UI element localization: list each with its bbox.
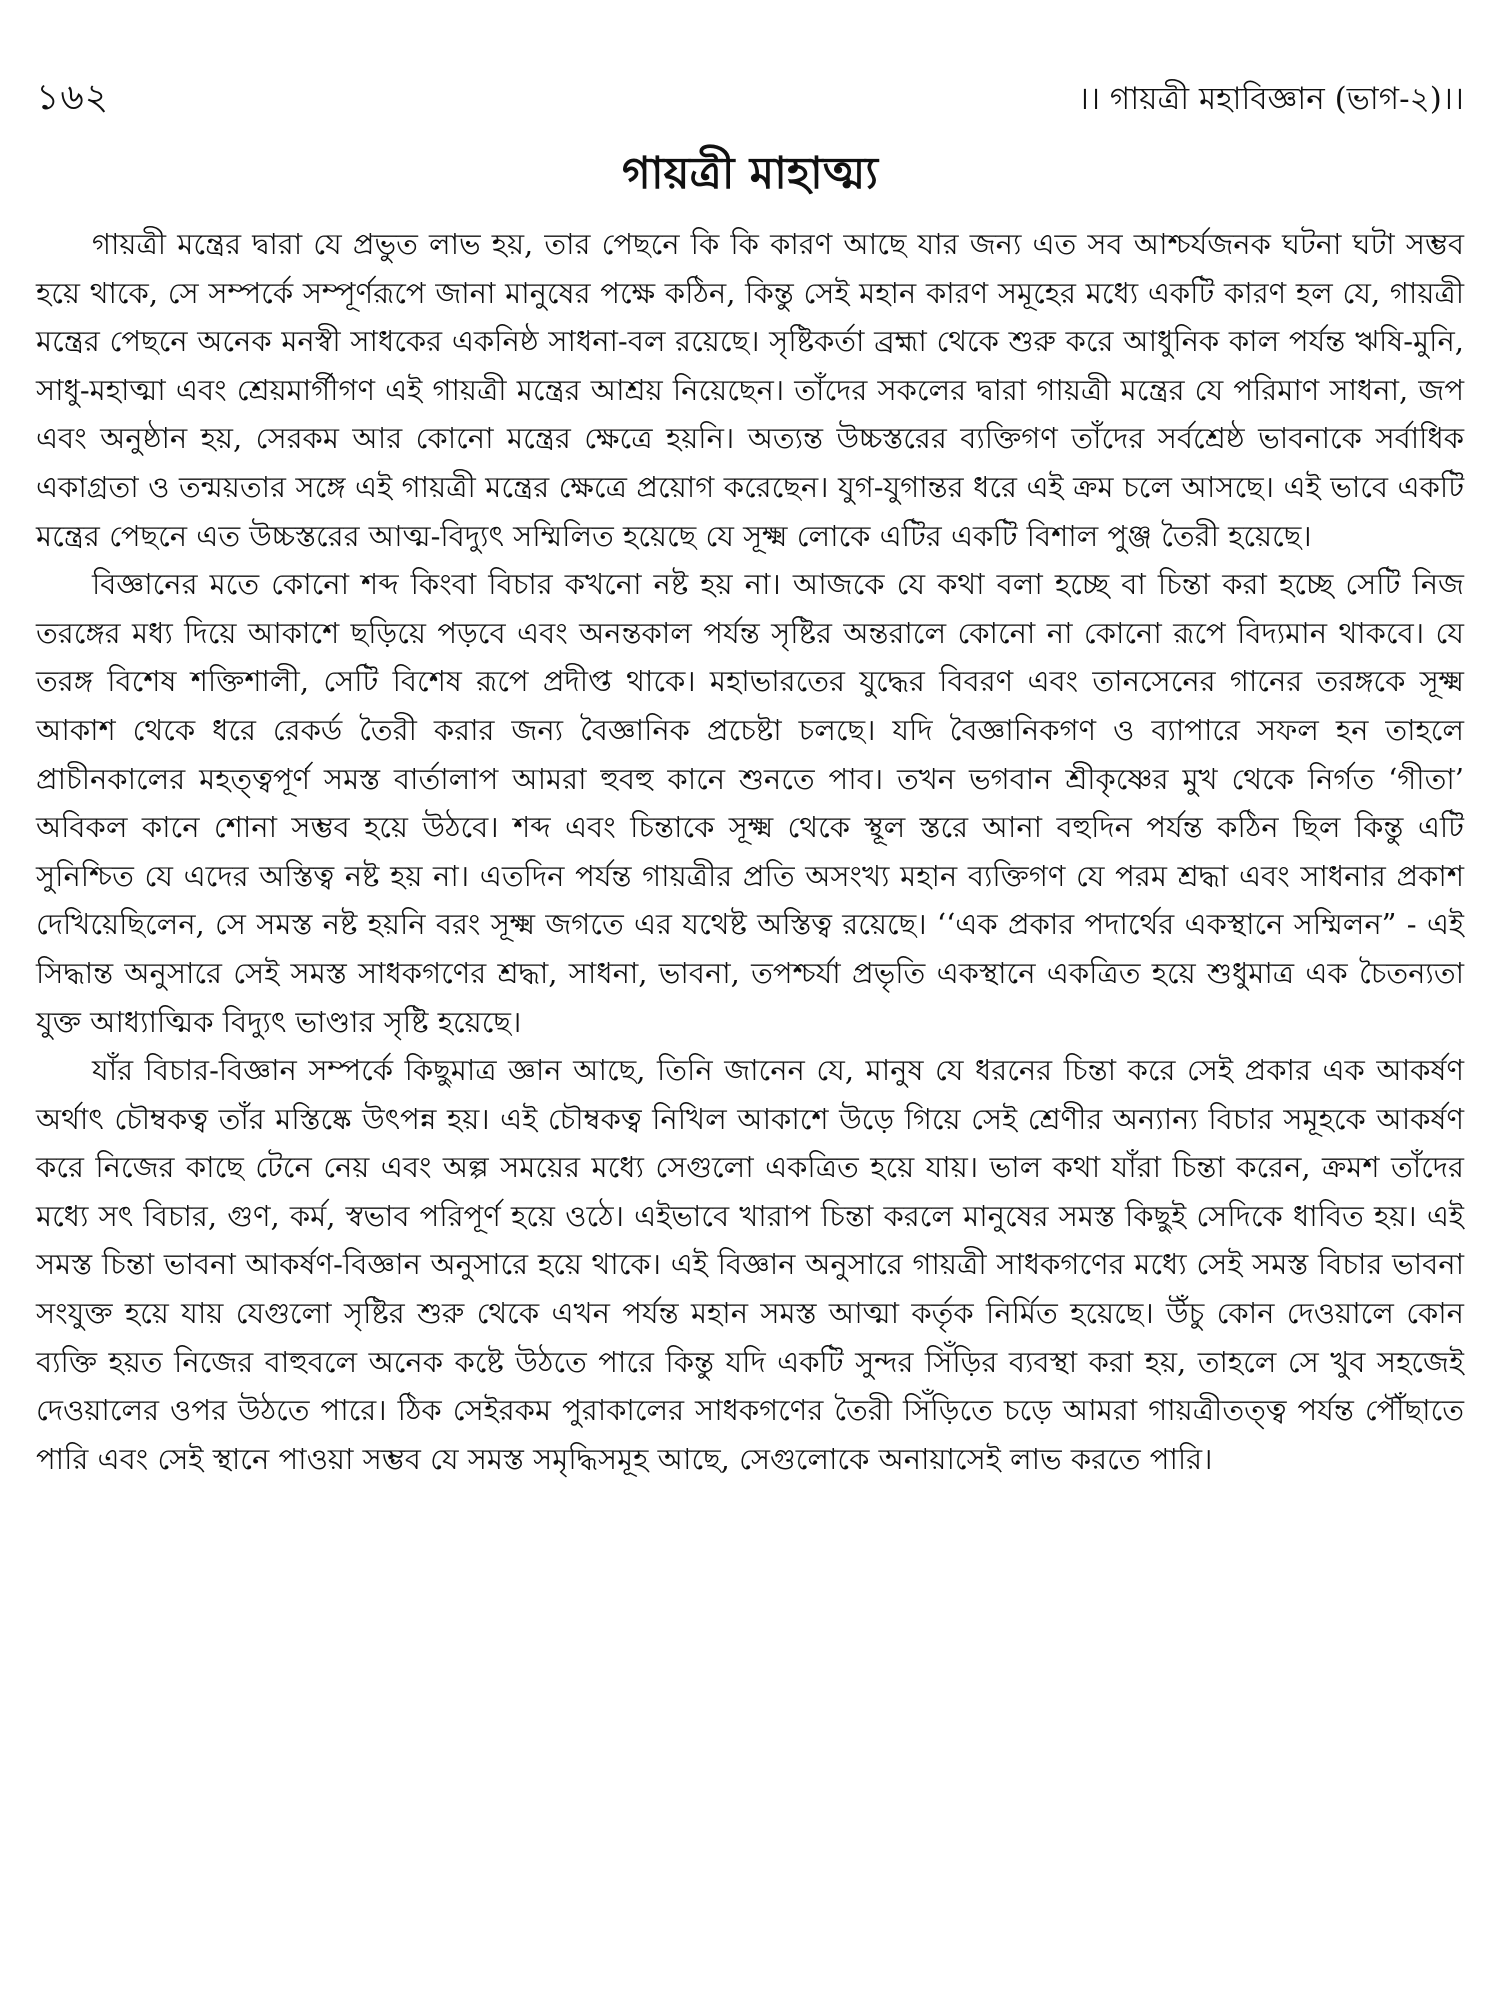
chapter-title: গায়ত্রী মাহাত্ম্য (622, 148, 878, 199)
page-number: ১৬২ (36, 77, 110, 118)
paragraph: গায়ত্রী মন্ত্রের দ্বারা যে প্রভুত লাভ হয়, তার পেছনে কি কি কারণ আছে যার জন্য এত সব আশ্চর্যজনক ঘটনা ঘটা সম্ভব হয়ে থাকে, সে সম্পর্কে সম্পূর্ণরূপে জানা মানুষের পক্ষে কঠিন, কিন্তু সেই মহান কারণ সমূহের মধ্যে একটি কারণ হল যে, গায়ত্রী মন্ত্রের পেছনে অনেক মনস্বী সাধকের একনিষ্ঠ সাধনা-বল রয়েছে। সৃষ্টিকর্তা ব্রহ্মা থেকে শুরু করে আধুনিক কাল পর্যন্ত ঋষি-মুনি, সাধু-মহাত্মা এবং শ্রেয়মার্গীগণ এই গায়ত্রী মন্ত্রের আশ্রয় নিয়েছেন। তাঁদের সকলের দ্বারা গায়ত্রী মন্ত্রের যে পরিমাণ সাধনা, জপ এবং অনুষ্ঠান হয়, সেরকম আর কোনো মন্ত্রের ক্ষেত্রে হয়নি। অত্যন্ত উচ্চস্তরের ব্যক্তিগণ তাঁদের সর্বশ্রেষ্ঠ ভাবনাকে সর্বাধিক একাগ্রতা ও তন্ময়তার সঙ্গে এই গায়ত্রী মন্ত্রের ক্ষেত্রে প্রয়োগ করেছেন। যুগ-যুগান্তর ধরে এই ক্রম চলে আসছে। এই ভাবে একটি মন্ত্রের পেছনে এত উচ্চস্তরের আত্ম-বিদ্যুৎ সম্মিলিত হয়েছে যে সূক্ষ্ম লোকে এটির একটি বিশাল পুঞ্জ তৈরী হয়েছে। (36, 227, 1464, 553)
page-header (36, 70, 1464, 126)
body-text (36, 220, 1464, 1483)
paragraph: বিজ্ঞানের মতে কোনো শব্দ কিংবা বিচার কখনো নষ্ট হয় না। আজকে যে কথা বলা হচ্ছে বা চিন্তা করা হচ্ছে সেটি নিজ তরঙ্গের মধ্য দিয়ে আকাশে ছড়িয়ে পড়বে এবং অনন্তকাল পর্যন্ত সৃষ্টির অন্তরালে কোনো না কোনো রূপে বিদ্যমান থাকবে। যে তরঙ্গ বিশেষ শক্তিশালী, সেটি বিশেষ রূপে প্রদীপ্ত থাকে। মহাভারতের যুদ্ধের বিবরণ এবং তানসেনের গানের তরঙ্গকে সূক্ষ্ম আকাশ থেকে ধরে রেকর্ড তৈরী করার জন্য বৈজ্ঞানিক প্রচেষ্টা চলছে। যদি বৈজ্ঞানিকগণ ও ব্যাপারে সফল হন তাহলে প্রাচীনকালের মহত্ত্বপূর্ণ সমস্ত বার্তালাপ আমরা হুবহু কানে শুনতে পাব। তখন ভগবান শ্রীকৃষ্ণের মুখ থেকে নির্গত ‘গীতা’ অবিকল কানে শোনা সম্ভব হয়ে উঠবে। শব্দ এবং চিন্তাকে সূক্ষ্ম থেকে স্থূল স্তরে আনা বহুদিন পর্যন্ত কঠিন ছিল কিন্তু এটি সুনিশ্চিত যে এদের অস্তিত্ব নষ্ট হয় না। এতদিন পর্যন্ত গায়ত্রীর প্রতি অসংখ্য মহান ব্যক্তিগণ যে পরম শ্রদ্ধা এবং সাধনার প্রকাশ দেখিয়েছিলেন, সে সমস্ত নষ্ট হয়নি বরং সূক্ষ্ম জগতে এর যথেষ্ট অস্তিত্ব রয়েছে। ‘‘এক প্রকার পদার্থের একস্থানে সম্মিলন” - এই সিদ্ধান্ত অনুসারে সেই সমস্ত সাধকগণের শ্রদ্ধা, সাধনা, ভাবনা, তপশ্চর্যা প্রভৃতি একস্থানে একত্রিত হয়ে শুধুমাত্র এক চৈতন্যতা যুক্ত আধ্যাত্মিক বিদ্যুৎ ভাণ্ডার সৃষ্টি হয়েছে। (36, 567, 1464, 1039)
running-head: ।। গায়ত্রী মহাবিজ্ঞান (ভাগ-২)।। (1077, 81, 1464, 117)
paragraph: যাঁর বিচার-বিজ্ঞান সম্পর্কে কিছুমাত্র জ্ঞান আছে, তিনি জানেন যে, মানুষ যে ধরনের চিন্তা করে সেই প্রকার এক আকর্ষণ অর্থাৎ চৌম্বকত্ব তাঁর মস্তিষ্কে উৎপন্ন হয়। এই চৌম্বকত্ব নিখিল আকাশে উড়ে গিয়ে সেই শ্রেণীর অন্যান্য বিচার সমূহকে আকর্ষণ করে নিজের কাছে টেনে নেয় এবং অল্প সময়ের মধ্যে সেগুলো একত্রিত হয়ে যায়। ভাল কথা যাঁরা চিন্তা করেন, ক্রমশ তাঁদের মধ্যে সৎ বিচার, গুণ, কর্ম, স্বভাব পরিপূর্ণ হয়ে ওঠে। এইভাবে খারাপ চিন্তা করলে মানুষের সমস্ত কিছুই সেদিকে ধাবিত হয়। এই সমস্ত চিন্তা ভাবনা আকর্ষণ-বিজ্ঞান অনুসারে হয়ে থাকে। এই বিজ্ঞান অনুসারে গায়ত্রী সাধকগণের মধ্যে সেই সমস্ত বিচার ভাবনা সংযুক্ত হয়ে যায় যেগুলো সৃষ্টির শুরু থেকে এখন পর্যন্ত মহান সমস্ত আত্মা কর্তৃক নির্মিত হয়েছে। উঁচু কোন দেওয়ালে কোন ব্যক্তি হয়ত নিজের বাহুবলে অনেক কষ্টে উঠতে পারে কিন্তু যদি একটি সুন্দর সিঁড়ির ব্যবস্থা করা হয়, তাহলে সে খুব সহজেই দেওয়ালের ওপর উঠতে পারে। ঠিক সেইরকম পুরাকালের সাধকগণের তৈরী সিঁড়িতে চড়ে আমরা গায়ত্রীতত্ত্ব পর্যন্ত পৌঁছাতে পারি এবং সেই স্থানে পাওয়া সম্ভব যে সমস্ত সমৃদ্ধিসমূহ আছে, সেগুলোকে অনায়াসেই লাভ করতে পারি। (36, 1053, 1464, 1476)
